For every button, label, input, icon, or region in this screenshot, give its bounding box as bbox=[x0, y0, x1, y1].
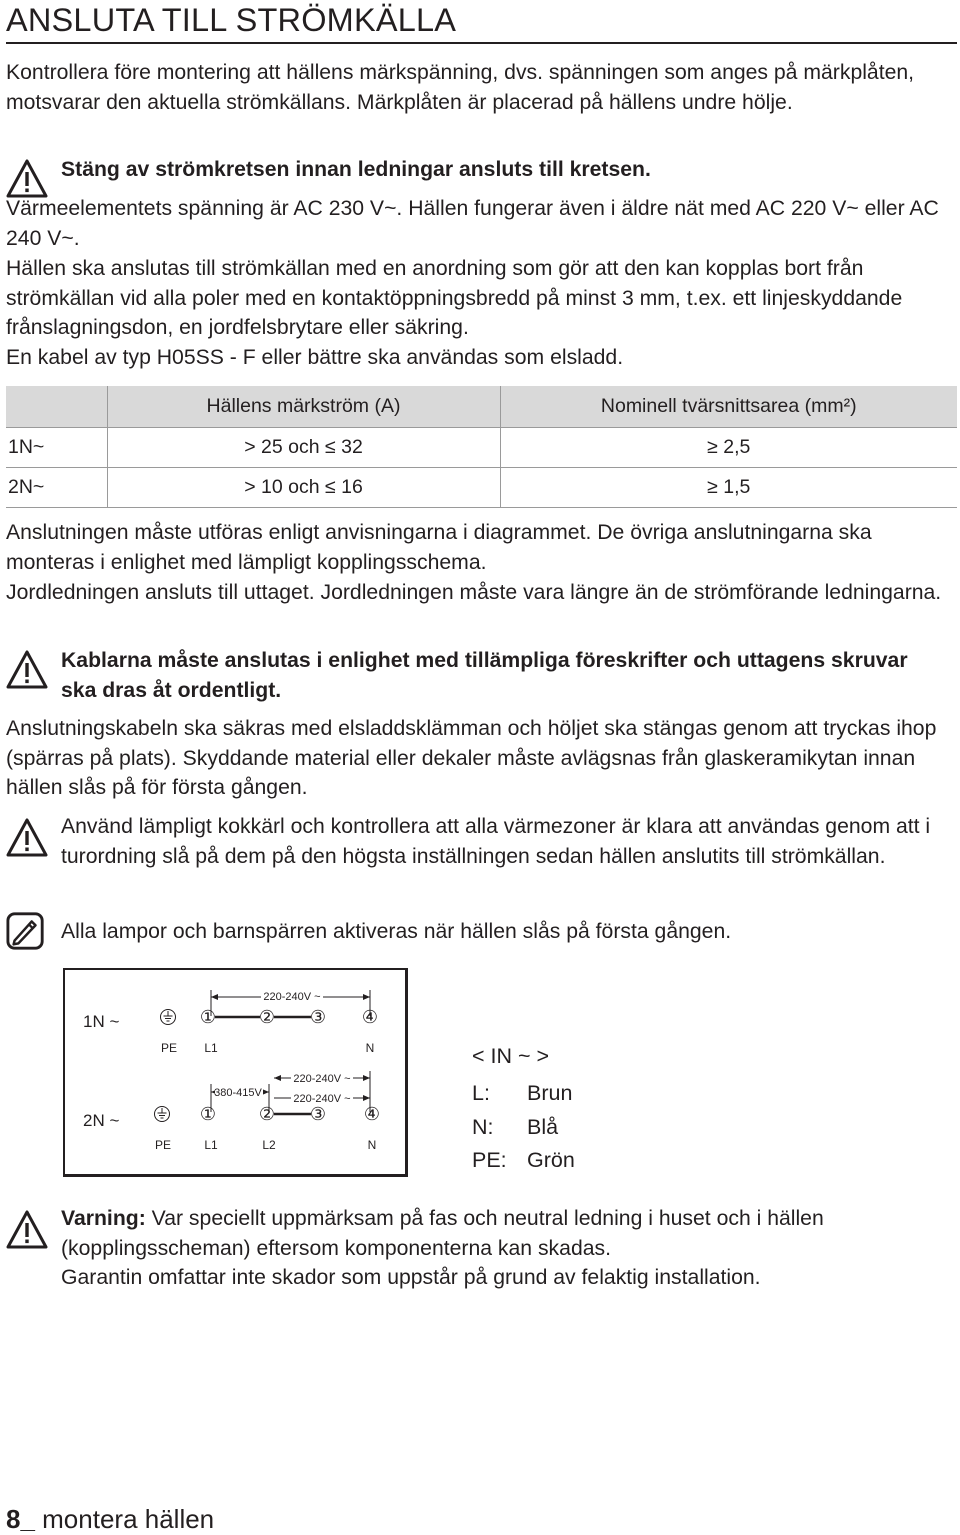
note-lamps bbox=[6, 917, 946, 957]
warning-icon bbox=[6, 818, 48, 858]
legend-value: Brun bbox=[527, 1081, 573, 1105]
voltage-paragraph: Värmeelementets spänning är AC 230 V~. Hällen fungerar även i äldre nät med AC 220 V~ eller AC 240 V~. bbox=[6, 197, 939, 250]
row2-voltage-b: 220-240V ~ bbox=[293, 1093, 351, 1105]
table-row bbox=[6, 468, 957, 508]
page-title: ANSLUTA TILL STRÖMKÄLLA bbox=[6, 2, 457, 38]
caution-cookware bbox=[6, 812, 946, 902]
terminal-2: ② bbox=[258, 1104, 276, 1124]
terminal-4: ④ bbox=[361, 1007, 379, 1027]
ground-symbol-icon bbox=[155, 1107, 170, 1122]
row1-label-n: N bbox=[365, 1041, 375, 1055]
warning-icon bbox=[6, 650, 48, 690]
wiring-diagram bbox=[63, 968, 408, 1177]
guarantee-note: Garantin omfattar inte skador som uppstår på grund av felaktig installation. bbox=[61, 1266, 761, 1290]
row1-label: 1N ~ bbox=[83, 1012, 120, 1031]
warning-cables bbox=[6, 646, 946, 708]
warning-power-off bbox=[6, 155, 946, 191]
note-text: Alla lampor och barnspärren aktiveras när hällen slås på första gången. bbox=[61, 920, 732, 943]
legend-value: Grön bbox=[527, 1148, 575, 1172]
warning-icon bbox=[6, 1210, 48, 1250]
warning-body: Var speciellt uppmärksam på fas och neutral ledning i huset och i hällen (kopplingsscheman) eftersom komponenterna kan skadas. bbox=[61, 1207, 824, 1260]
page-footer bbox=[6, 1504, 214, 1535]
warning-text: Kablarna måste anslutas i enlighet med tillämpliga föreskrifter och uttagens skruvar ska dras åt ordentligt. bbox=[61, 649, 908, 702]
ground-symbol-icon bbox=[161, 1010, 176, 1025]
legend-title: < IN ~ > bbox=[472, 1044, 550, 1068]
wire-color-legend bbox=[472, 1044, 672, 1184]
table-cell: ≥ 1,5 bbox=[500, 468, 957, 508]
table-header-cell: Hällens märkström (A) bbox=[107, 386, 500, 428]
cable-secure-paragraph: Anslutningskabeln ska säkras med elsladdsklämman och höljet ska stängas genom att tryckas ihop (spärras på plats). Skyddande material eller dekaler måste avlägsnas från glaskeramikytan innan hällen slås på för första gången. bbox=[6, 717, 937, 800]
terminal-4: ④ bbox=[363, 1104, 381, 1124]
row2-voltage-a: 380-415V bbox=[214, 1087, 262, 1099]
cross-section-table bbox=[6, 386, 957, 508]
note-icon bbox=[6, 911, 46, 951]
row2-label-l2: L2 bbox=[262, 1138, 276, 1152]
row2-label-pe: PE bbox=[154, 1138, 172, 1152]
legend-key: PE: bbox=[472, 1148, 507, 1172]
terminal-3: ③ bbox=[309, 1007, 327, 1027]
table-header-cell bbox=[6, 386, 107, 428]
table-header-cell: Nominell tvärsnittsarea (mm²) bbox=[500, 386, 957, 428]
row1-label-l1: L1 bbox=[204, 1041, 218, 1055]
terminal-3: ③ bbox=[309, 1104, 327, 1124]
cable-paragraph: En kabel av typ H05SS - F eller bättre ska användas som elsladd. bbox=[6, 346, 624, 369]
footer-section: montera hällen bbox=[34, 1504, 215, 1534]
warning-label: Varning: bbox=[61, 1207, 146, 1230]
table-cell: 1N~ bbox=[6, 428, 107, 468]
row2-label-n: N bbox=[367, 1138, 377, 1152]
row1-voltage: 220-240V ~ bbox=[263, 991, 321, 1003]
terminal-1: ① bbox=[199, 1104, 217, 1124]
row1-label-pe: PE bbox=[160, 1041, 178, 1055]
warning-final bbox=[6, 1204, 946, 1296]
table-header-row bbox=[6, 386, 957, 428]
intro-paragraph: Kontrollera före montering att hällens märkspänning, dvs. spänningen som anges på märkplåten, motsvarar den aktuella strömkällans. Märkplåten är placerad på hällens undre hölje. bbox=[6, 61, 915, 114]
legend-value: Blå bbox=[527, 1115, 559, 1139]
wiring-diagram-drawing bbox=[65, 970, 405, 1174]
terminal-2: ② bbox=[258, 1007, 276, 1027]
legend-key: L: bbox=[472, 1081, 490, 1105]
table-cell: ≥ 2,5 bbox=[500, 428, 957, 468]
table-cell: > 25 och ≤ 32 bbox=[107, 428, 500, 468]
row2-voltage-c: 220-240V ~ bbox=[293, 1073, 351, 1085]
row2-label: 2N ~ bbox=[83, 1111, 120, 1130]
title-rule bbox=[6, 42, 957, 44]
connection-paragraph: Anslutningen måste utföras enligt anvisningarna i diagrammet. De övriga anslutningarna ska monteras i enlighet med lämpligt kopplingsschema. bbox=[6, 521, 872, 574]
ground-paragraph: Jordledningen ansluts till uttaget. Jordledningen måste vara längre än de strömförande ledningarna. bbox=[6, 581, 942, 604]
page-number: 8_ bbox=[6, 1504, 35, 1534]
table-row bbox=[6, 428, 957, 468]
table-cell: 2N~ bbox=[6, 468, 107, 508]
legend-key: N: bbox=[472, 1115, 494, 1139]
row2-label-l1: L1 bbox=[204, 1138, 218, 1152]
table-cell: > 10 och ≤ 16 bbox=[107, 468, 500, 508]
disconnect-paragraph: Hällen ska anslutas till strömkällan med en anordning som gör att den kan kopplas bort från strömkällan vid alla poler med en kontaktöppningsbredd på minst 3 mm, t.ex. ett linjeskyddande frånslagningsdon, en jordfelsbrytare eller säkring. bbox=[6, 257, 903, 340]
caution-text: Använd lämpligt kokkärl och kontrollera att alla värmezoner är klara att användas genom att i turordning slå på dem på den högsta inställningen sedan hällen anslutits till strömkällan. bbox=[61, 815, 931, 868]
warning-icon bbox=[6, 159, 48, 199]
warning-text: Stäng av strömkretsen innan ledningar ansluts till kretsen. bbox=[61, 158, 651, 181]
warning-final-text bbox=[61, 1204, 946, 1293]
terminal-1: ① bbox=[199, 1007, 217, 1027]
